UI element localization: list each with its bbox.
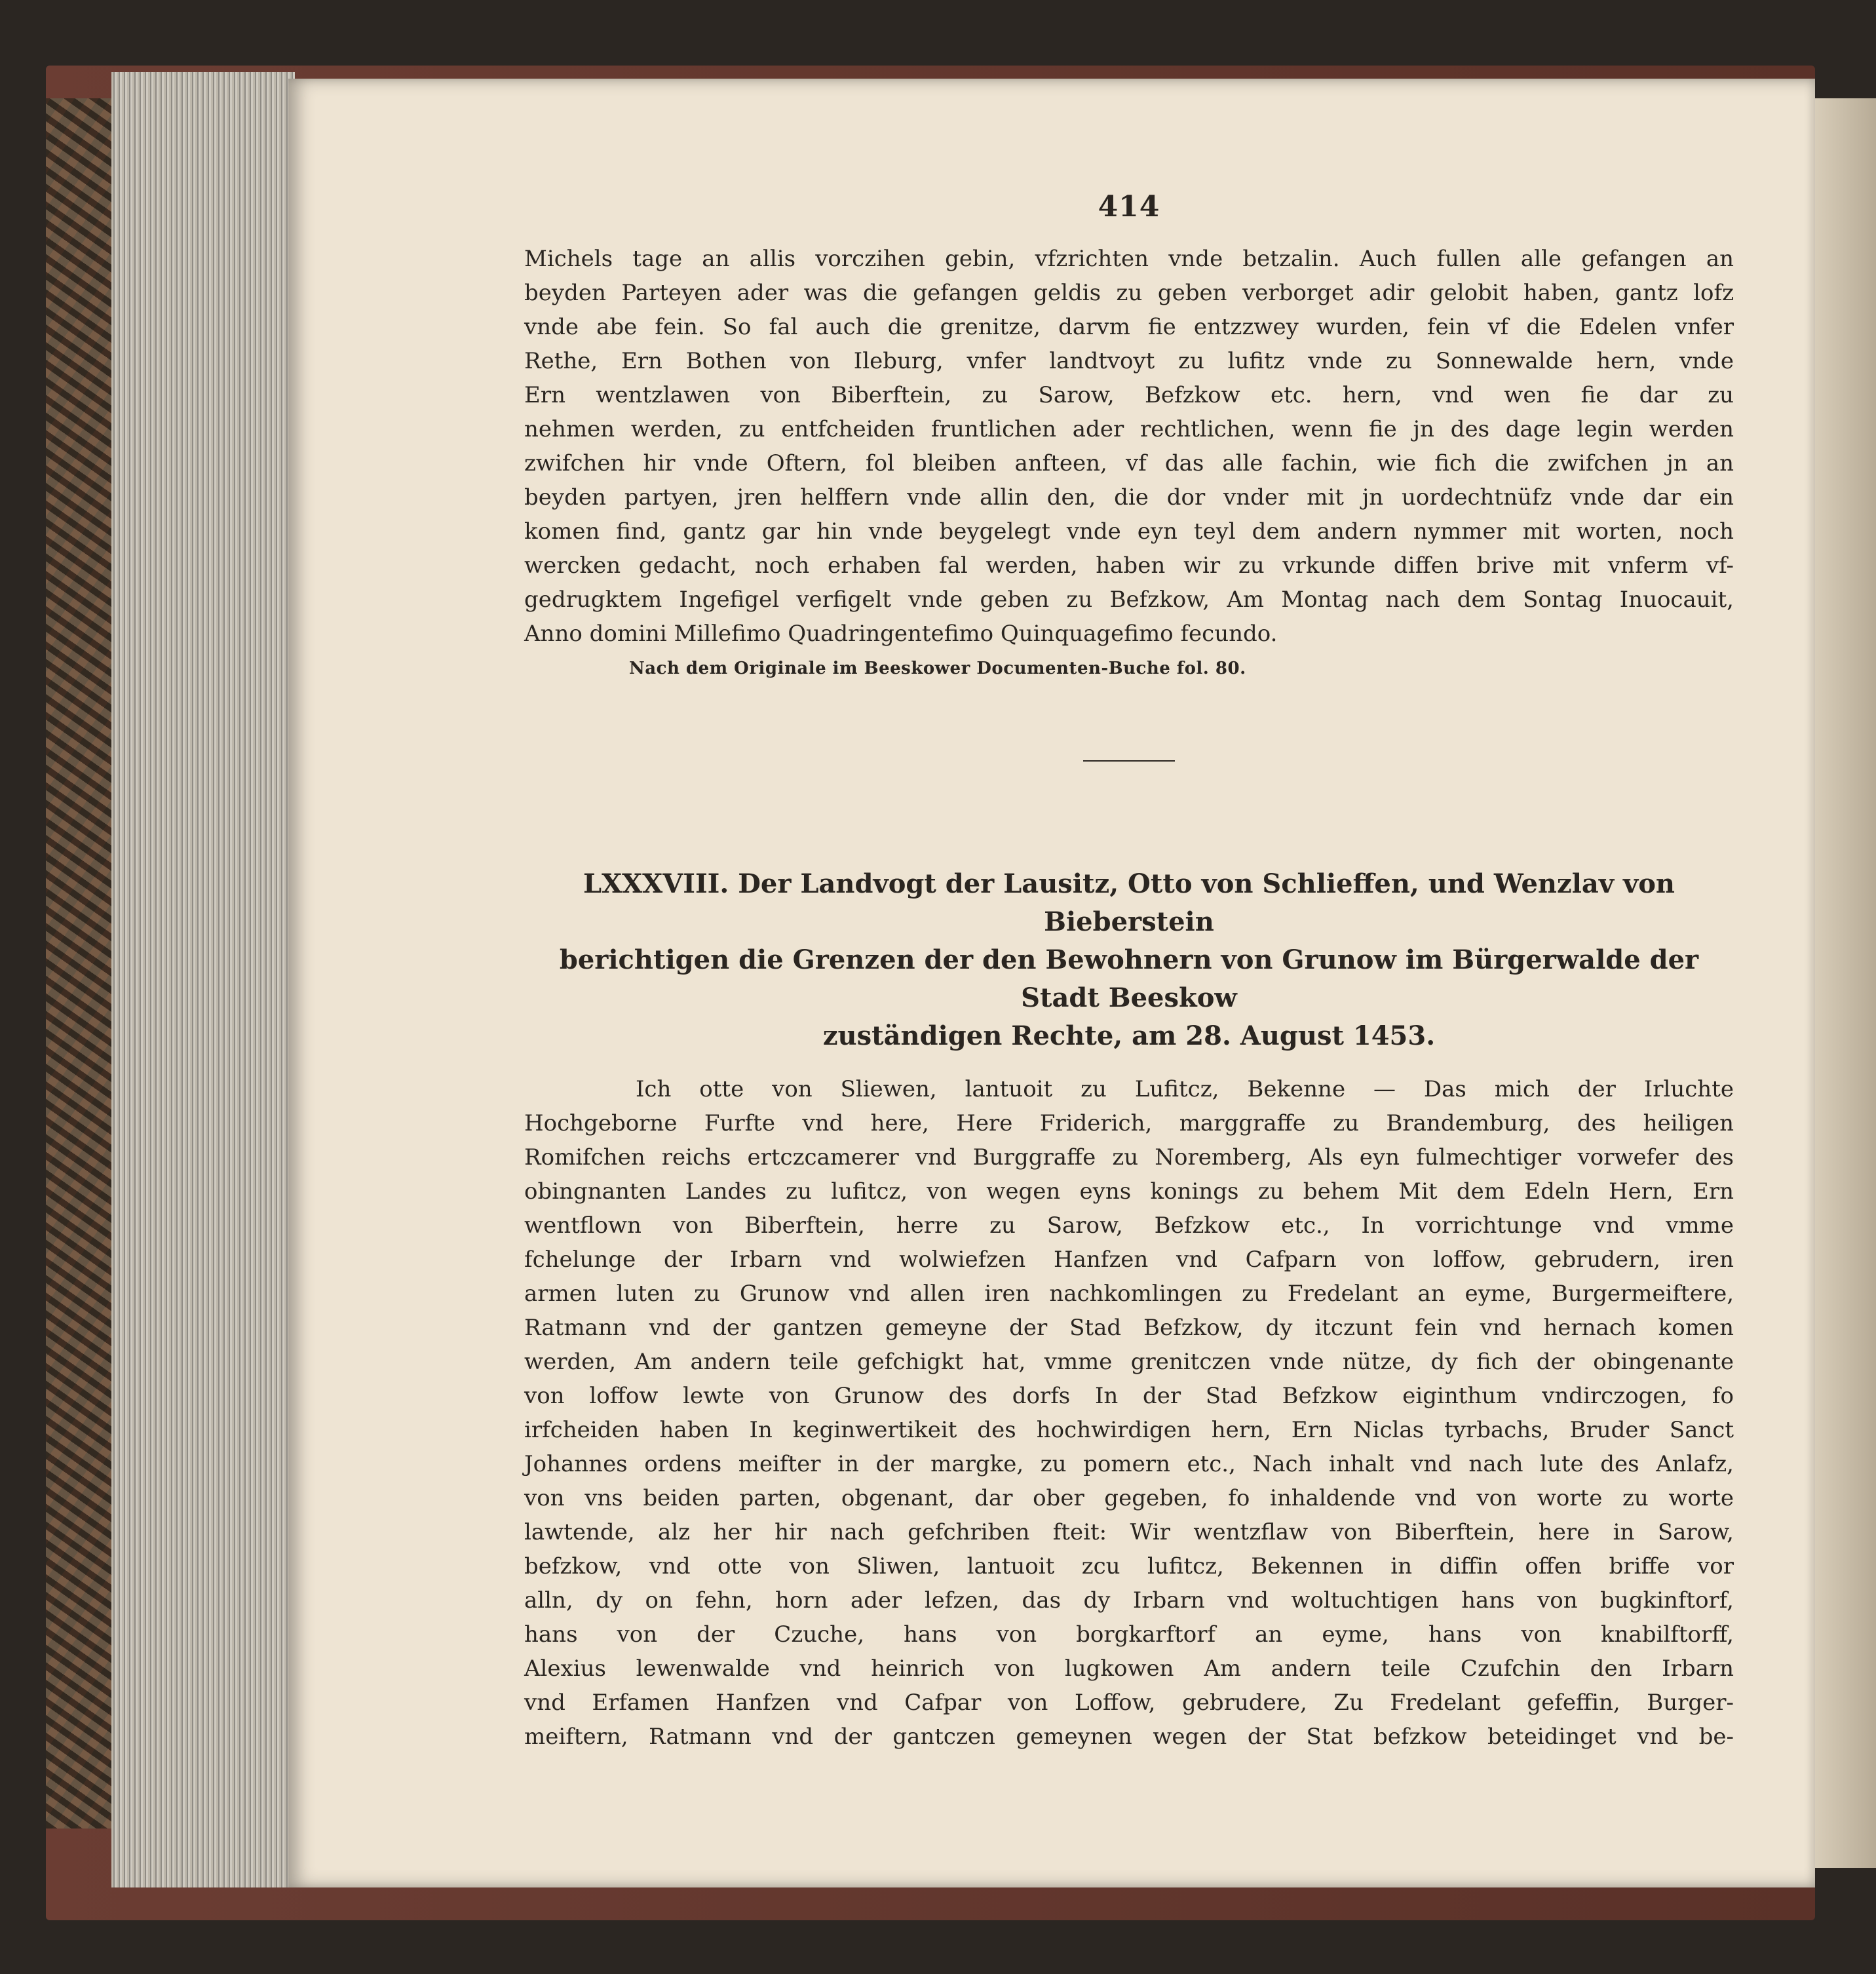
text-line: Anno domini Millefimo Quadringentefimo Quinquagefimo fecundo. — [524, 621, 1278, 647]
text-line: Rethe, Ern Bothen von Ileburg, vnfer landtvoyt zu lufitz vnde zu Sonnewalde hern, vnde — [524, 348, 1734, 374]
text-line: Ern wentzlawen von Biberftein, zu Sarow, Befzkow etc. hern, vnd wen fie dar zu — [524, 382, 1734, 408]
text-line: Ich otte von Sliewen, lantuoit zu Lufitcz, Bekenne — Das mich der Irluchte — [636, 1076, 1734, 1102]
text-line: armen luten zu Grunow vnd allen iren nachkomlingen zu Fredelant an eyme, Burgermeiftere, — [524, 1281, 1734, 1307]
text-line: vnd Erfamen Hanfzen vnd Cafpar von Loffow, gebrudere, Zu Fredelant gefeffin, Burger- — [524, 1690, 1734, 1716]
source-note: Nach dem Originale im Beeskower Documenten-Buche fol. 80. — [629, 659, 1246, 678]
text-line: Ratmann vnd der gantzen gemeyne der Stad Befzkow, dy itczunt fein vnd hernach komen — [524, 1315, 1734, 1341]
text-line: irfcheiden haben In keginwertikeit des hochwirdigen hern, Ern Niclas tyrbachs, Bruder Sanct — [524, 1417, 1734, 1443]
page-content — [524, 190, 1734, 1754]
heading-line: berichtigen die Grenzen der den Bewohnern von Grunow im Bürgerwalde der Stadt Beeskow — [559, 944, 1699, 1013]
text-line: von vns beiden parten, obgenant, dar ober gegeben, fo inhaldende vnd von worte zu worte — [524, 1485, 1734, 1511]
text-line: Johannes ordens meifter in der margke, zu pomern etc., Nach inhalt vnd nach lute des Anlafz, — [524, 1451, 1734, 1477]
text-line: obingnanten Landes zu lufitcz, von wegen eyns konings zu behem Mit dem Edeln Hern, Ern — [524, 1178, 1734, 1205]
text-line: Hochgeborne Furfte vnd here, Here Friderich, marggraffe zu Brandemburg, des heiligen — [524, 1110, 1734, 1136]
text-line: Michels tage an allis vorczihen gebin, vfzrichten vnde betzalin. Auch fullen alle gefangen an — [524, 246, 1734, 272]
text-line: beyden partyen, jren helffern vnde allin den, die dor vnder mit jn uordechtnüfz vnde dar ein — [524, 484, 1734, 511]
text-line: befzkow, vnd otte von Sliwen, lantuoit zcu lufitcz, Bekennen in diffin offen briffe vor — [524, 1553, 1734, 1579]
text-line: nehmen werden, zu entfcheiden fruntlichen ader rechtlichen, wenn fie jn des dage legin werden — [524, 416, 1734, 442]
text-line: wercken gedacht, noch erhaben fal werden, haben wir zu vrkunde diffen brive mit vnferm vf- — [524, 552, 1734, 579]
next-page-edge — [1815, 98, 1876, 1868]
page-number: 414 — [1098, 190, 1160, 223]
text-line: beyden Parteyen ader was die gefangen geldis zu geben verborget adir gelobit haben, gantz lofz — [524, 280, 1734, 306]
top-paragraph — [524, 242, 1734, 651]
body-paragraph — [524, 1072, 1734, 1754]
text-line: wentflown von Biberftein, herre zu Sarow, Befzkow etc., In vorrichtunge vnd vmme — [524, 1212, 1734, 1239]
document-heading — [524, 865, 1734, 1055]
text-line: lawtende, alz her hir nach gefchriben fteit: Wir wentzflaw von Biberftein, here in Sarow, — [524, 1519, 1734, 1545]
text-line: alln, dy on fehn, horn ader lefzen, das dy Irbarn vnd woltuchtigen hans von bugkinftorf, — [524, 1587, 1734, 1614]
marbled-cover-edge — [46, 98, 111, 1829]
text-line: von loffow lewte von Grunow des dorfs In der Stad Befzkow eiginthum vndirczogen, fo — [524, 1383, 1734, 1409]
text-line: fchelunge der Irbarn vnd wolwiefzen Hanfzen vnd Cafparn von loffow, gebrudern, iren — [524, 1247, 1734, 1273]
section-divider — [1083, 760, 1175, 762]
page-block-edges — [111, 72, 295, 1887]
text-line: gedrugktem Ingefigel verfigelt vnde geben zu Befzkow, Am Montag nach dem Sontag Inuocauit, — [524, 587, 1734, 613]
text-line: werden, Am andern teile gefchigkt hat, vmme grenitczen vnde nütze, dy fich der obingenante — [524, 1349, 1734, 1375]
heading-line: zuständigen Rechte, am 28. August 1453. — [822, 1020, 1436, 1051]
text-line: vnde abe fein. So fal auch die grenitze, darvm fie entzzwey wurden, fein vf die Edelen vnfer — [524, 314, 1734, 340]
text-line: meiftern, Ratmann vnd der gantczen gemeynen wegen der Stat befzkow beteidinget vnd be- — [524, 1724, 1734, 1750]
text-line: Romifchen reichs ertczcamerer vnd Burggraffe zu Noremberg, Als eyn fulmechtiger vorwefer des — [524, 1144, 1734, 1171]
text-line: hans von der Czuche, hans von borgkarftorf an eyme, hans von knabilftorff, — [524, 1621, 1734, 1648]
text-line: zwifchen hir vnde Oftern, fol bleiben anfteen, vf das alle fachin, wie fich die zwifchen jn an — [524, 450, 1734, 476]
text-line: Alexius lewenwalde vnd heinrich von lugkowen Am andern teile Czufchin den Irbarn — [524, 1655, 1734, 1682]
heading-line: LXXXVIII. Der Landvogt der Lausitz, Otto von Schlieffen, und Wenzlav von Bieberstein — [583, 868, 1675, 937]
text-line: komen find, gantz gar hin vnde beygelegt vnde eyn teyl dem andern nymmer mit worten, noch — [524, 518, 1734, 545]
